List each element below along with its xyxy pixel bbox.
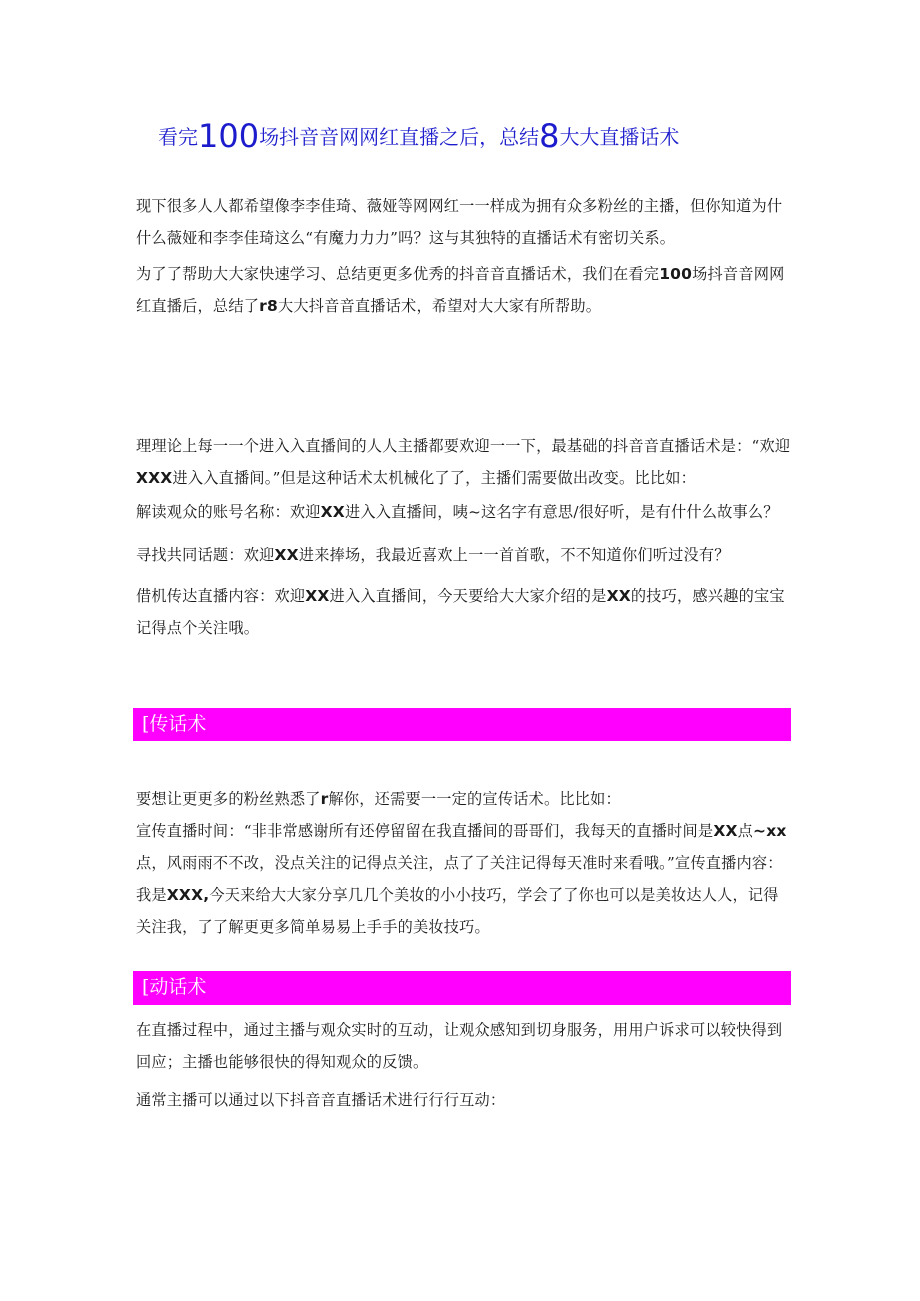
title-number-8: 8 xyxy=(539,117,560,155)
title-number-100: 100 xyxy=(198,117,260,155)
welcome-paragraph-1-text-a: 理理论上每一一个进入入直播间的人人主播都要欢迎一一下，最基础的抖音音直播话术是：“欢迎 xyxy=(136,437,791,455)
intro-paragraph-1 xyxy=(136,190,791,254)
welcome-paragraph-4-xx-2: XX xyxy=(606,587,631,605)
welcome-paragraph-2 xyxy=(136,496,791,528)
welcome-paragraph-1-text-c: 进入入直播间。”但是这种话术太机械化了了，主播们需要做出改变。比比如： xyxy=(172,469,696,487)
welcome-paragraph-3 xyxy=(136,539,791,571)
promo-paragraph-1-r: r xyxy=(320,790,329,808)
promo-paragraph-1 xyxy=(136,783,791,815)
promo-paragraph-2-text-c: 点 xyxy=(737,822,754,840)
welcome-paragraph-4-xx-1: XX xyxy=(305,587,330,605)
document-title xyxy=(158,118,858,155)
interact-paragraph-1: 在直播过程中，通过主播与观众实时的互动，让观众感知到切身服务，用用户诉求可以较快得到回应；主播也能够很快的得知观众的反馈。 xyxy=(136,1021,783,1071)
welcome-paragraph-2-text-c: 进入入直播间，咦~这名字有意思/很好听，是有什什么故事么？ xyxy=(344,503,779,521)
welcome-paragraph-1 xyxy=(136,430,791,494)
intro-paragraph-2-text-a: 为了了帮助大大家快速学习、总结更更多优秀的抖音音直播话术，我们在看完 xyxy=(136,265,660,283)
promo-paragraph-2 xyxy=(136,815,791,943)
promo-paragraph-2-text-a: 宣传直播时间：“非非常感谢所有还停留留在我直播间的哥哥们，我每天的直播时间是 xyxy=(136,822,714,840)
intro-paragraph-1-text: 现下很多人人都希望像李李佳琦、薇娅等网网红一一样成为拥有众多粉丝的主播，但你知道为什什么薇娅和李李佳琦这么“有魔力力力”吗？这与其独特的直播话术有密切关系。 xyxy=(136,197,783,247)
welcome-paragraph-3-xx: XX xyxy=(274,546,299,564)
promo-paragraph-2-tilde-xx: ~xx xyxy=(753,822,787,840)
section-heading-interact: [动话术 xyxy=(133,971,791,1005)
welcome-paragraph-2-xx: XX xyxy=(320,503,345,521)
promo-paragraph-2-xxx: XXX, xyxy=(166,886,210,904)
intro-paragraph-2-text-c: 场抖音音网网红直播后，总结了 xyxy=(136,265,785,315)
welcome-paragraph-4-text-e: 的技巧，感兴趣的宝宝记得点个关注哦。 xyxy=(136,587,785,637)
intro-paragraph-2 xyxy=(136,258,791,322)
interact-paragraph-2: 通常主播可以通过以下抖音音直播话术进行行行互动： xyxy=(136,1091,506,1109)
section-heading-promo: [传话术 xyxy=(133,708,791,741)
welcome-paragraph-4-text-c: 进入入直播间，今天要给大大家介绍的是 xyxy=(329,587,607,605)
title-part-1: 看完 xyxy=(158,125,198,149)
welcome-paragraph-3-text-a: 寻找共同话题：欢迎 xyxy=(136,546,275,564)
title-part-2: 场抖音音网网红直播之后，总结 xyxy=(259,125,540,149)
promo-paragraph-1-text-a: 要想让更更多的粉丝熟悉了 xyxy=(136,790,321,808)
welcome-paragraph-3-text-c: 进来捧场，我最近喜欢上一一首首歌，不不知道你们听过没有？ xyxy=(298,546,730,564)
intro-paragraph-2-num-r8: r8 xyxy=(259,297,278,315)
promo-paragraph-2-text-e: 点，风雨雨不不改，没点关注的记得点关注，点了了关注记得每天准时来看哦。”宣传直播内容：我是 xyxy=(136,854,783,904)
welcome-paragraph-2-text-a: 解读观众的账号名称：欢迎 xyxy=(136,503,321,521)
promo-paragraph-1-text-c: 解你，还需要一一定的宣传话术。比比如： xyxy=(328,790,621,808)
welcome-paragraph-4 xyxy=(136,580,791,644)
promo-paragraph-2-xx: XX xyxy=(713,822,738,840)
welcome-paragraph-1-xxx: XXX xyxy=(136,469,173,487)
promo-paragraph-2-text-g: 今天来给大大家分享几几个美妆的小小技巧，学会了了你也可以是美妆达人人，记得关注我，了了解更更多简单易易上手手的美妆技巧。 xyxy=(136,886,779,936)
intro-paragraph-2-num-100: 100 xyxy=(659,265,693,283)
welcome-paragraph-4-text-a: 借机传达直播内容：欢迎 xyxy=(136,587,306,605)
title-part-3: 大大直播话术 xyxy=(559,125,680,149)
intro-paragraph-2-text-e: 大大抖音音直播话术，希望对大大家有所帮助。 xyxy=(277,297,602,315)
